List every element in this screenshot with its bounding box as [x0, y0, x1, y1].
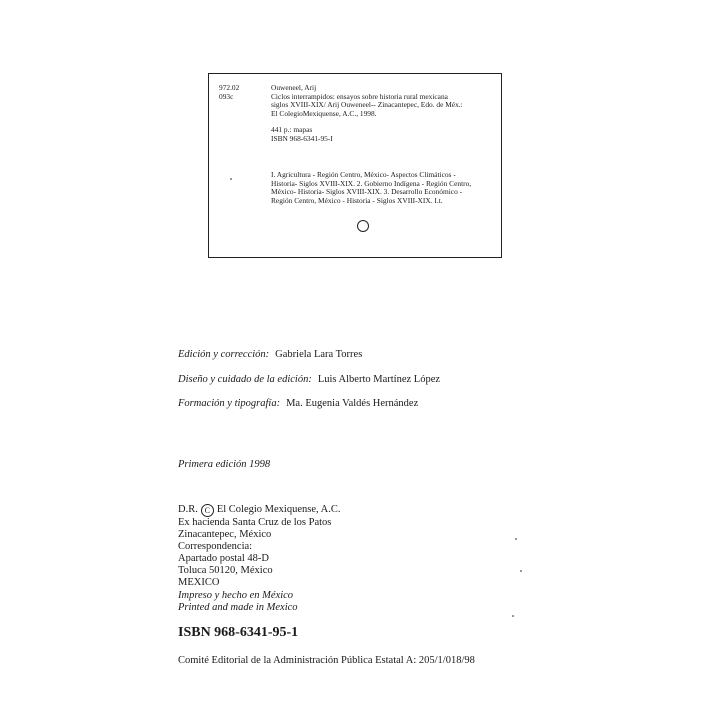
subject-line: I. Agricultura - Región Centro, México- Aspectos Climáticos - [271, 170, 456, 179]
printed-in-line: Impreso y hecho en México [178, 589, 294, 601]
subject-line: México- Historia- Siglos XVIII-XIX. 3. Desarrollo Económico - [271, 187, 463, 197]
address-line: Ex hacienda Santa Cruz de los Patos [178, 517, 332, 528]
credit-design [178, 374, 440, 385]
edition: Primera edición 1998 [178, 459, 271, 470]
pages: 441 p.: mapas [271, 125, 313, 135]
call-number [219, 84, 239, 101]
address-line: MEXICO [178, 577, 220, 589]
address-line: Correspondencia: [178, 541, 253, 553]
credit-label: Edición y corrección: [178, 349, 270, 360]
copyright-prefix: D.R. [178, 504, 198, 515]
copyright-block [178, 504, 341, 614]
call-number-line: 972.02 [219, 83, 240, 92]
printed-in-line: Printed and made in Mexico [178, 601, 298, 613]
address-line: Apartado postal 48-D [178, 553, 269, 565]
catalog-entry [271, 84, 499, 144]
subject-headings [271, 171, 499, 205]
scan-speck [512, 615, 514, 617]
author: Ouweneel, Arij [271, 83, 317, 92]
copyright-line [178, 504, 341, 517]
scan-speck [520, 570, 522, 572]
credit-label: Formación y tipografía: [178, 398, 281, 409]
card-punch-hole [357, 220, 369, 232]
title-line: Ciclos interrampidos: ensayos sobre historia rural mexicana [271, 91, 448, 101]
credit-value: Ma. Eugenia Valdés Hernández [286, 398, 419, 409]
scan-speck [515, 538, 517, 540]
credit-edition-correction [178, 349, 362, 360]
credit-value: Gabriela Lara Torres [275, 349, 363, 360]
title-line: El ColegioMexiquense, A.C., 1998. [271, 108, 377, 118]
card-isbn: ISBN 968-6341-95-I [271, 133, 333, 143]
address-line: Toluca 50120, México [178, 565, 273, 577]
copyright-holder: El Colegio Mexiquense, A.C. [216, 504, 341, 515]
catalog-card [208, 73, 502, 258]
address-line: Zinacantepec, México [178, 529, 272, 541]
title-line: siglos XVIII-XIX/ Arij Ouweneel-- Zinacantepec, Edo. de Méx.: [271, 100, 463, 110]
isbn: ISBN 968-6341-95-1 [178, 625, 299, 640]
copyright-icon: C [201, 504, 214, 517]
credit-label: Diseño y cuidado de la edición: [178, 374, 312, 385]
credit-value: Luis Alberto Martínez López [317, 374, 441, 385]
credit-typography [178, 398, 418, 409]
subject-line: Región Centro, México - Historia - Siglos XVIII-XIX. I.t. [271, 195, 443, 205]
call-number-line: 093c [219, 91, 234, 101]
scan-speck [230, 178, 232, 180]
subject-line: Historia- Siglos XVIII-XIX. 2. Gobierno Indígena - Región Centro, [271, 178, 472, 188]
comite-editorial: Comité Editorial de la Administración Pública Estatal A: 205/1/018/98 [178, 655, 475, 666]
